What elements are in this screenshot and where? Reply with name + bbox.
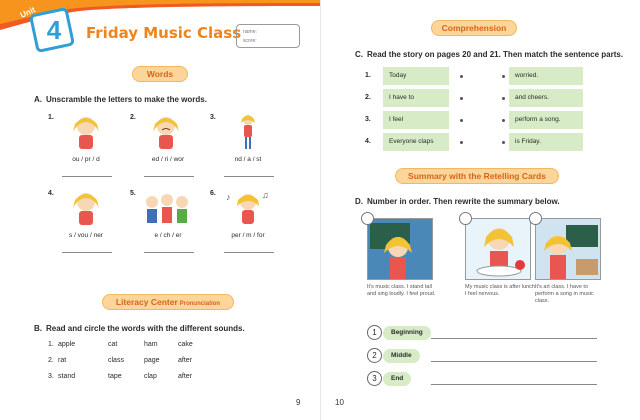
order-label-end: End xyxy=(383,372,411,386)
lunch-girl-icon xyxy=(466,219,531,280)
name-label: name: xyxy=(243,29,257,35)
scramble-letters: ou / pr / d xyxy=(72,156,100,163)
sound-word[interactable]: ham xyxy=(144,341,158,348)
section-c-letter: C. xyxy=(355,50,363,59)
sound-word[interactable]: cat xyxy=(108,341,118,348)
sound-word[interactable]: class xyxy=(108,357,124,364)
match-dot[interactable] xyxy=(460,141,463,144)
write-line[interactable] xyxy=(431,338,597,339)
sound-row-number: 2. xyxy=(48,357,54,364)
singing-girl-icon xyxy=(368,219,433,280)
order-label-middle: Middle xyxy=(383,349,420,363)
sound-word[interactable]: stand xyxy=(58,373,76,380)
scramble-number: 6. xyxy=(210,190,216,197)
section-d-letter: D. xyxy=(355,197,363,206)
nervous-girl-icon xyxy=(66,188,106,228)
match-dot[interactable] xyxy=(502,141,505,144)
match-right-box[interactable]: perform a song. xyxy=(509,111,583,129)
scramble-letters: s / vou / ner xyxy=(69,232,103,239)
words-section-pill: Words xyxy=(132,66,188,82)
answer-line[interactable] xyxy=(224,252,274,253)
answer-line[interactable] xyxy=(144,252,194,253)
scramble-number: 3. xyxy=(210,114,216,121)
match-number: 3. xyxy=(365,116,371,123)
match-right-box[interactable]: is Friday. xyxy=(509,133,583,151)
sound-word[interactable]: cake xyxy=(178,341,193,348)
sound-word[interactable]: apple xyxy=(58,341,76,348)
sound-row-number: 3. xyxy=(48,373,54,380)
section-b-heading xyxy=(34,324,245,333)
performing-girl-icon xyxy=(224,188,272,228)
match-left-box[interactable]: Today xyxy=(383,67,449,85)
match-dot[interactable] xyxy=(502,119,505,122)
match-right-box[interactable]: worried. xyxy=(509,67,583,85)
retelling-card xyxy=(465,218,531,280)
card-caption: It's music class. I stand tall and sing loudly. I feel proud. xyxy=(367,284,436,297)
answer-line[interactable] xyxy=(62,252,112,253)
page-title: Friday Music Class xyxy=(86,24,242,42)
worried-girl-icon xyxy=(146,112,186,152)
match-left-box[interactable]: I have to xyxy=(383,89,449,107)
literacy-pill-label: Literacy Center xyxy=(115,297,178,307)
art-class-girl-icon xyxy=(536,219,601,280)
match-number: 1. xyxy=(365,72,371,79)
standing-girl-icon xyxy=(228,112,268,152)
summary-pill: Summary with the Retelling Cards xyxy=(395,168,559,184)
card-caption: My music class is after lunch. I feel nervous. xyxy=(465,284,537,297)
match-right-box[interactable]: and cheers. xyxy=(509,89,583,107)
scramble-number: 4. xyxy=(48,190,54,197)
literacy-center-pill xyxy=(102,294,234,310)
write-line[interactable] xyxy=(431,384,597,385)
order-checkbox[interactable] xyxy=(459,212,472,225)
cheering-kids-icon xyxy=(142,188,192,228)
section-b-text: Read and circle the words with the different sounds. xyxy=(46,324,245,333)
section-c-heading xyxy=(355,50,623,59)
comprehension-pill: Comprehension xyxy=(431,20,517,36)
match-number: 2. xyxy=(365,94,371,101)
right-page xyxy=(320,0,640,420)
answer-line[interactable] xyxy=(224,176,274,177)
sound-word[interactable]: clap xyxy=(144,373,157,380)
scramble-letters: nd / a / st xyxy=(234,156,262,163)
match-dot[interactable] xyxy=(460,97,463,100)
answer-line[interactable] xyxy=(144,176,194,177)
page-number: 9 xyxy=(296,398,301,407)
match-dot[interactable] xyxy=(502,75,505,78)
svg-text:♫: ♫ xyxy=(262,190,269,200)
sound-row-number: 1. xyxy=(48,341,54,348)
match-left-box[interactable]: I feel xyxy=(383,111,449,129)
scramble-number: 1. xyxy=(48,114,54,121)
scramble-letters: per / m / for xyxy=(231,232,265,239)
order-label-beginning: Beginning xyxy=(383,326,431,340)
order-number-circle: 3 xyxy=(367,371,382,386)
scramble-number: 5. xyxy=(130,190,136,197)
sound-word[interactable]: page xyxy=(144,357,160,364)
unit-label: Unit xyxy=(18,5,37,20)
scramble-letters: e / ch / er xyxy=(154,232,182,239)
answer-line[interactable] xyxy=(62,176,112,177)
svg-text:♪: ♪ xyxy=(226,192,231,202)
card-caption: It's art class. I have to perform a song in music class. xyxy=(535,284,594,304)
proud-girl-icon xyxy=(66,112,106,152)
section-d-heading xyxy=(355,197,560,206)
unit-number: 4 xyxy=(46,15,62,45)
match-left-box[interactable]: Everyone claps xyxy=(383,133,449,151)
retelling-card xyxy=(535,218,601,280)
name-score-box[interactable] xyxy=(236,24,300,48)
match-dot[interactable] xyxy=(460,119,463,122)
match-number: 4. xyxy=(365,138,371,145)
order-number-circle: 1 xyxy=(367,325,382,340)
literacy-pill-sub: Pronunciation xyxy=(179,301,221,307)
sound-word[interactable]: tape xyxy=(108,373,122,380)
order-number-circle: 2 xyxy=(367,348,382,363)
order-checkbox[interactable] xyxy=(529,212,542,225)
section-a-text: Unscramble the letters to make the words. xyxy=(46,95,207,104)
scramble-number: 2. xyxy=(130,114,136,121)
section-d-text: Number in order. Then rewrite the summary below. xyxy=(367,197,560,206)
section-a-letter: A. xyxy=(34,95,42,104)
retelling-card xyxy=(367,218,433,280)
write-line[interactable] xyxy=(431,361,597,362)
sound-word[interactable]: after xyxy=(178,373,193,380)
match-dot[interactable] xyxy=(502,97,505,100)
scramble-letters: ed / ri / wor xyxy=(151,156,185,163)
sound-word[interactable]: after xyxy=(178,357,193,364)
section-a-heading xyxy=(34,95,207,104)
section-c-text: Read the story on pages 20 and 21. Then match the sentence parts. xyxy=(367,50,624,59)
section-b-letter: B. xyxy=(34,324,42,333)
page-number: 10 xyxy=(335,398,344,407)
sound-word[interactable]: rat xyxy=(58,357,67,364)
order-checkbox[interactable] xyxy=(361,212,374,225)
score-label: score: xyxy=(243,38,257,44)
match-dot[interactable] xyxy=(460,75,463,78)
